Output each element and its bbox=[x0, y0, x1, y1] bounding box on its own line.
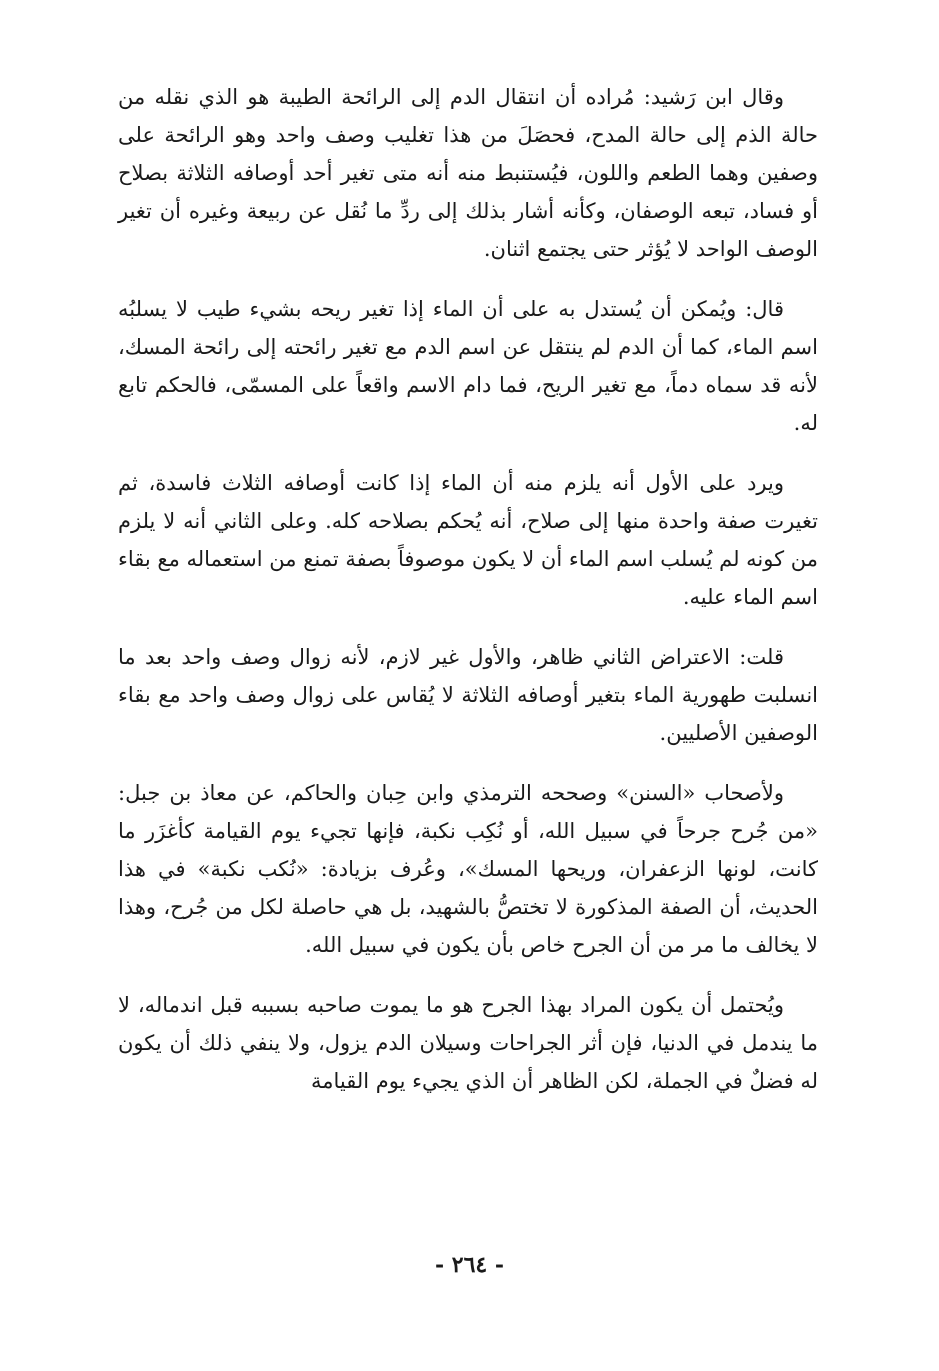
paragraph-3: ويرد على الأول أنه يلزم منه أن الماء إذا كانت أوصافه الثلاث فاسدة، ثم تغيرت صفة واحدة منها إلى صلاح، أنه يُحكم بصلاحه كله. وعلى الثاني أنه لا يلزم من كونه لم يُسلب اسم الماء أن لا يكون موصوفاً بصفة تمنع من استعماله مع بقاء اسم الماء عليه. bbox=[118, 471, 818, 609]
body-text bbox=[118, 78, 818, 1122]
page-number: - ٢٦٤ - bbox=[434, 1252, 505, 1278]
paragraph-4: قلت: الاعتراض الثاني ظاهر، والأول غير لازم، لأنه زوال وصف واحد بعد ما انسلبت طهورية الماء بتغير أوصافه الثلاثة لا يُقاس على زوال وصف واحد مع بقاء الوصفين الأصليين. bbox=[118, 645, 818, 745]
paragraph-1: وقال ابن رَشيد: مُراده أن انتقال الدم إلى الرائحة الطيبة هو الذي نقله من حالة الذم إلى حالة المدح، فحصَلَ من هذا تغليب وصف واحد وهو الرائحة على وصفين وهما الطعم واللون، فيُستنبط منه أنه متى تغير أحد أوصافه الثلاثة بصلاح أو فساد، تبعه الوصفان، وكأنه أشار بذلك إلى ردِّ ما نُقل عن ربيعة وغيره أن تغير الوصف الواحد لا يُؤثر حتى يجتمع اثنان. bbox=[118, 85, 818, 261]
paragraph-6: ويُحتمل أن يكون المراد بهذا الجرح هو ما يموت صاحبه بسببه قبل اندماله، لا ما يندمل في الدنيا، فإن أثر الجراحات وسيلان الدم يزول، ولا ينفي ذلك أن يكون له فضلٌ في الجملة، لكن الظاهر أن الذي يجيء يوم القيامة bbox=[118, 993, 818, 1093]
paragraph-2: قال: ويُمكن أن يُستدل به على أن الماء إذا تغير ريحه بشيء طيب لا يسلبُه اسم الماء، كما أن الدم لم ينتقل عن اسم الدم مع تغير رائحته إلى رائحة المسك، لأنه قد سماه دماً، مع تغير الريح، فما دام الاسم واقعاً على المسمّى، فالحكم تابع له. bbox=[118, 297, 818, 435]
paragraph-5: ولأصحاب «السنن» وصححه الترمذي وابن حِبان والحاكم، عن معاذ بن جبل: «من جُرح جرحاً في سبيل الله، أو نُكِب نكبة، فإنها تجيء يوم القيامة كأغزَر ما كانت، لونها الزعفران، وريحها المسك»، وعُرف بزيادة: «نُكب نكبة» في هذا الحديث، أن الصفة المذكورة لا تختصُّ بالشهيد، بل هي حاصلة لكل من جُرح، وهذا لا يخالف ما مر من أن الجرح خاص بأن يكون في سبيل الله. bbox=[118, 781, 818, 957]
